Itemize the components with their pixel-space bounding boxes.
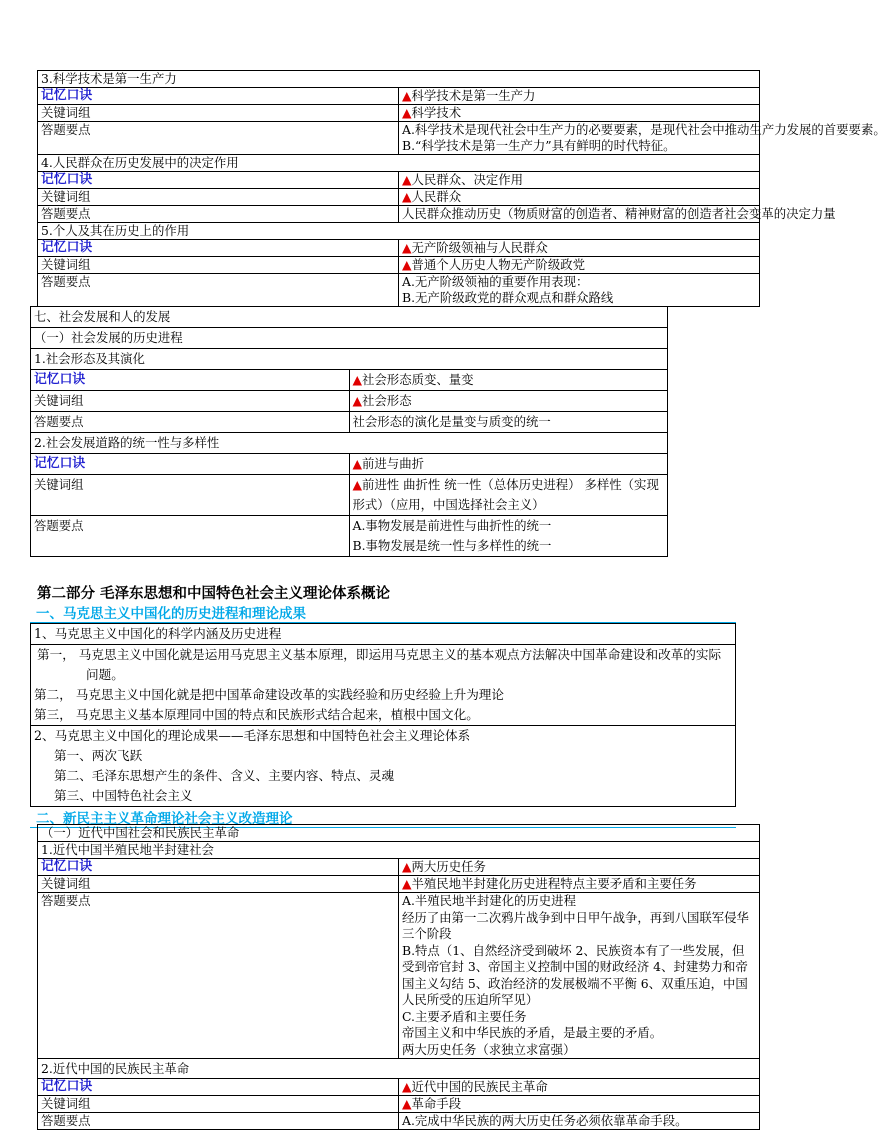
triangle-icon: ▲ <box>402 189 412 204</box>
table-social-development <box>30 306 668 557</box>
mem-label: 记忆口诀 <box>31 370 350 391</box>
kw-value: ▲前进性 曲折性 统一性（总体历史进程） 多样性（实现形式）（应用，中国选择社会主义） <box>349 475 668 516</box>
section-title: 1.近代中国半殖民地半封建社会 <box>38 842 760 859</box>
part-heading: 第二部分 毛泽东思想和中国特色社会主义理论体系概论 <box>37 586 391 602</box>
triangle-icon: ▲ <box>402 172 412 187</box>
ans-value: 社会形态的演化是量变与质变的统一 <box>349 412 668 433</box>
section-heading: 一、马克思主义中国化的历史进程和理论成果 <box>30 602 736 623</box>
mem-label: 记忆口诀 <box>38 240 399 257</box>
triangle-icon: ▲ <box>402 1079 412 1094</box>
mem-value: ▲无产阶级领袖与人民群众 <box>399 240 760 257</box>
kw-label: 关键词组 <box>31 475 350 516</box>
mem-value: ▲两大历史任务 <box>399 859 760 876</box>
section-title: 2.近代中国的民族民主革命 <box>38 1059 760 1079</box>
section-title: 3.科学技术是第一生产力 <box>38 71 760 88</box>
ans-value: A.科学技术是现代社会中生产力的必要要素，是现代社会中推动生产力发展的首要要素。 B.“科学技术是第一生产力”具有鲜明的时代特征。 <box>399 122 760 155</box>
triangle-icon: ▲ <box>352 477 363 492</box>
triangle-icon: ▲ <box>352 456 363 471</box>
point-list: 2、马克思主义中国化的理论成果——毛泽东思想和中国特色社会主义理论体系 第一、两次飞跃 第二、毛泽东思想产生的条件、含义、主要内容、特点、灵魂 第三、中国特色社会主义 <box>31 726 736 807</box>
table-sinicization <box>30 602 736 828</box>
kw-label: 关键词组 <box>38 1096 399 1113</box>
mem-value: ▲科学技术是第一生产力 <box>399 88 760 105</box>
mem-value: ▲人民群众、决定作用 <box>399 172 760 189</box>
mem-value: ▲近代中国的民族民主革命 <box>399 1079 760 1096</box>
triangle-icon: ▲ <box>402 240 412 255</box>
triangle-icon: ▲ <box>402 105 412 120</box>
mem-label: 记忆口诀 <box>38 88 399 105</box>
kw-label: 关键词组 <box>38 876 399 893</box>
ans-value: A.半殖民地半封建化的历史进程 经历了由第一二次鸦片战争到中日甲午战争，再到八国联军侵华三个阶段 B.特点（1、自然经济受到破坏 2、民族资本有了一些发展，但受到帝官封 3、帝国主义控制中国的财政经济 4、封建势力和帝国主义勾结 5、政治经济的发展极端不平衡 6、双重压迫，中国人民所受的压迫所罕见） C.主要矛盾和主要任务 帝国主义和中华民族的矛盾，是最主要的矛盾。 两大历史任务（求独立求富强） <box>399 893 760 1059</box>
ans-label: 答题要点 <box>31 516 350 557</box>
table-dialectics <box>37 70 886 307</box>
table-modern-china <box>37 824 760 1130</box>
kw-value: ▲人民群众 <box>399 189 760 206</box>
section-title: 4.人民群众在历史发展中的决定作用 <box>38 155 760 172</box>
triangle-icon: ▲ <box>402 876 412 891</box>
triangle-icon: ▲ <box>352 372 363 387</box>
ans-value: A.事物发展是前进性与曲折性的统一 B.事物发展是统一性与多样性的统一 <box>349 516 668 557</box>
triangle-icon: ▲ <box>402 257 412 272</box>
ans-label: 答题要点 <box>38 893 399 1059</box>
mem-label: 记忆口诀 <box>38 1079 399 1096</box>
mem-value: ▲社会形态质变、量变 <box>349 370 668 391</box>
mem-label: 记忆口诀 <box>31 454 350 475</box>
kw-value: ▲社会形态 <box>349 391 668 412</box>
chapter-title: 七、社会发展和人的发展 <box>31 307 668 328</box>
kw-value: ▲普通个人历史人物无产阶级政党 <box>399 257 760 274</box>
subsection-title: （一）社会发展的历史进程 <box>31 328 668 349</box>
section-title: 1.社会形态及其演化 <box>31 349 668 370</box>
section-title: 5.个人及其在历史上的作用 <box>38 223 760 240</box>
ans-value: A.无产阶级领袖的重要作用表现： B.无产阶级政党的群众观点和群众路线 <box>399 274 760 307</box>
ans-value: 人民群众推动历史（物质财富的创造者、精神财富的创造者社会变革的决定力量 <box>399 206 760 223</box>
ans-value: A.完成中华民族的两大历史任务必须依靠革命手段。 <box>399 1113 760 1130</box>
section-title: 2.社会发展道路的统一性与多样性 <box>31 433 668 454</box>
ans-label: 答题要点 <box>38 1113 399 1130</box>
kw-value: ▲半殖民地半封建化历史进程特点主要矛盾和主要任务 <box>399 876 760 893</box>
triangle-icon: ▲ <box>402 88 412 103</box>
ans-label: 答题要点 <box>31 412 350 433</box>
point-list: 第一， 马克思主义中国化就是运用马克思主义基本原理，即运用马克思主义的基本观点方法解决中国革命建设和改革的实际问题。 第二， 马克思主义中国化就是把中国革命建设改革的实践经验和历史经验上升为理论 第三， 马克思主义基本原理同中国的特点和民族形式结合起来，植根中国文化。 <box>31 645 736 726</box>
triangle-icon: ▲ <box>352 393 363 408</box>
kw-value: ▲科学技术 <box>399 105 760 122</box>
kw-label: 关键词组 <box>38 105 399 122</box>
triangle-icon: ▲ <box>402 1096 412 1111</box>
mem-value: ▲前进与曲折 <box>349 454 668 475</box>
mem-label: 记忆口诀 <box>38 172 399 189</box>
ans-label: 答题要点 <box>38 274 399 307</box>
kw-label: 关键词组 <box>38 257 399 274</box>
triangle-icon: ▲ <box>402 859 412 874</box>
kw-label: 关键词组 <box>31 391 350 412</box>
subsection-title: （一）近代中国社会和民族民主革命 <box>38 825 760 842</box>
topic-title: 1、马克思主义中国化的科学内涵及历史进程 <box>31 624 736 645</box>
mem-label: 记忆口诀 <box>38 859 399 876</box>
kw-value: ▲革命手段 <box>399 1096 760 1113</box>
kw-label: 关键词组 <box>38 189 399 206</box>
ans-label: 答题要点 <box>38 122 399 155</box>
ans-label: 答题要点 <box>38 206 399 223</box>
section-heading: 二、新民主主义革命理论社会主义改造理论 <box>30 807 736 828</box>
